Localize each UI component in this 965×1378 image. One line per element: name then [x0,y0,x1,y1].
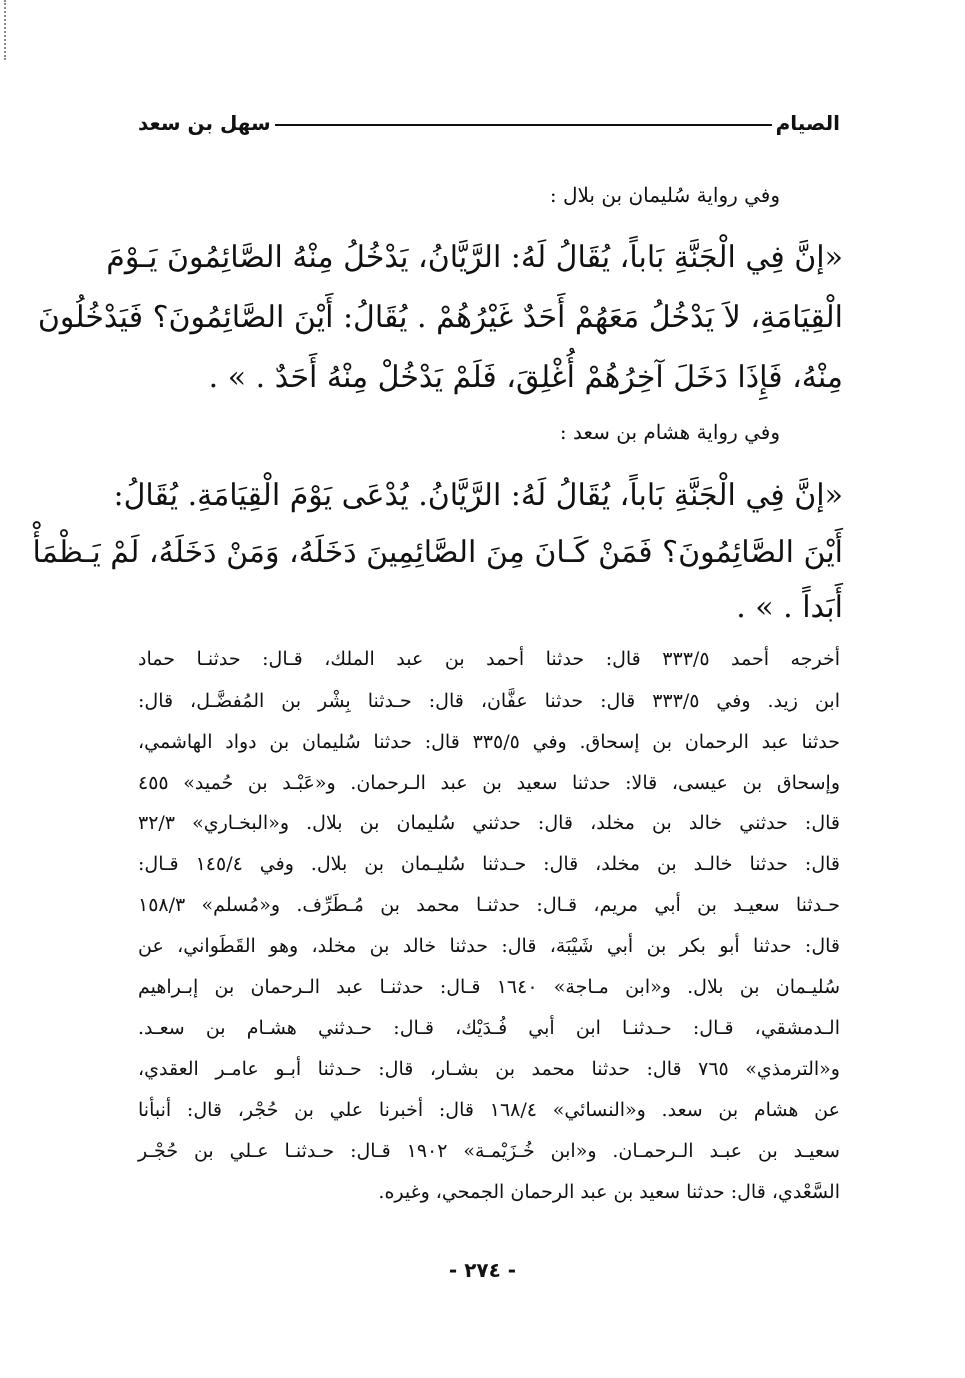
footnote-line: الـدمشقي، قـال: حـدثنـا ابن أبي فُـدَيْك، قـال: حـدثني هشـام بن سعـد. [138,1017,840,1039]
footnote-line: ابن زيد. وفي ٣٣٣/٥ قال: حدثنا عفَّان، قال: حـدثنا بِشْر بن المُفضَّـل، قال: [138,690,840,712]
header-chapter-title: الصيام [775,111,840,135]
footnote-line: وإسحاق بن عيسى، قالا: حدثنا سعيد بن عبد الـرحمان. و«عَبْـد بن حُميد» ٤٥٥ [138,772,840,794]
footnote-line: عن هشام بن سعد. و«النسائي» ١٦٨/٤ قال: أخبرنا علي بن حُجْر، قال: أنبأنا [138,1099,840,1121]
page-edge-marks [4,0,8,60]
hadith-2-line: أَبَداً . » . [736,590,843,625]
footnote-line: سعيـد بن عبـد الـرحمـان. و«ابن خُـزَيْمـة» ١٩٠٢ قـال: حـدثنـا عـلي بن حُجْـر [138,1140,840,1162]
hadith-1-line: «إنَّ فِي الْجَنَّةِ بَاباً، يُقَالُ لَهُ: الرَّيَّانُ، يَدْخُلُ مِنْهُ الصَّائِمُونَ يَـوْمَ [106,240,843,275]
hadith-2-line: أَيْنَ الصَّائِمُونَ؟ فَمَنْ كَـانَ مِنَ الصَّائِمِينَ دَخَلَهُ، وَمَنْ دَخَلَهُ، لَمْ يَـظْمَأْ [32,535,843,570]
footnote-line: حدثنا عبد الرحمان بن إسحاق. وفي ٣٣٥/٥ قال: حدثنا سُليمان بن دواد الهاشمي، [138,731,840,753]
intro-line-2: وفي رواية هشام بن سعد : [559,420,780,444]
running-header [138,103,840,139]
footnote-line: قال: حدثني خالد بن مخلد، قال: حدثني سُليمان بن بلال. و«البخـاري» ٣٢/٣ [138,812,840,834]
hadith-2-line: «إنَّ فِي الْجَنَّةِ بَاباً، يُقَالُ لَهُ: الرَّيَّانُ. يُدْعَى يَوْمَ الْقِيَامَةِ. يُقَالُ: [113,478,843,513]
footnote-line: سُليـمان بن بلال. و«ابن مـاجة» ١٦٤٠ قـال: حدثنـا عبد الـرحمان بن إبـراهيم [138,976,841,998]
intro-line-1: وفي رواية سُليمان بن بلال : [549,183,780,207]
footnote-line: و«الترمذي» ٧٦٥ قال: حدثنا محمد بن بشـار، قال: حـدثنا أبـو عامـر العقدي، [138,1058,840,1080]
header-rule [275,124,772,126]
footnote-line: حـدثنا سعيـد بن أبي مريم، قـال: حدثنـا محمد بن مُـطَرِّف. و«مُسلم» ١٥٨/٣ [138,894,840,916]
hadith-1-line: الْقِيَامَةِ، لاَ يَدْخُلُ مَعَهُمْ أَحَدٌ غَيْرُهُمْ . يُقَالُ: أَيْنَ الصَّائِمُونَ؟ فَيَدْخُلُونَ [37,300,843,335]
header-section-title: سهل بن سعد [138,111,271,135]
footnote-line: قال: حدثنا خالـد بن مخلد، قال: حـدثنا سُليـمان بن بلال. وفي ١٤٥/٤ قـال: [138,853,840,875]
footnote-line: أخرجه أحمد ٣٣٣/٥ قال: حدثنا أحمد بن عبد الملك، قـال: حدثنـا حماد [138,648,840,670]
hadith-1-line: مِنْهُ، فَإِذَا دَخَلَ آخِرُهُمْ أُغْلِقَ، فَلَمْ يَدْخُلْ مِنْهُ أَحَدٌ . » . [208,360,843,395]
footnote-line: قال: حدثنا أبو بكر بن أبي شَيْبَة، قال: حدثنا خالد بن مخلد، وهو القَطَواني، عن [138,935,840,957]
page-number: - ٢٧٤ - [448,1258,517,1282]
footnote-line: السَّعْدي، قال: حدثنا سعيد بن عبد الرحمان الجمحي، وغيره. [378,1181,840,1203]
